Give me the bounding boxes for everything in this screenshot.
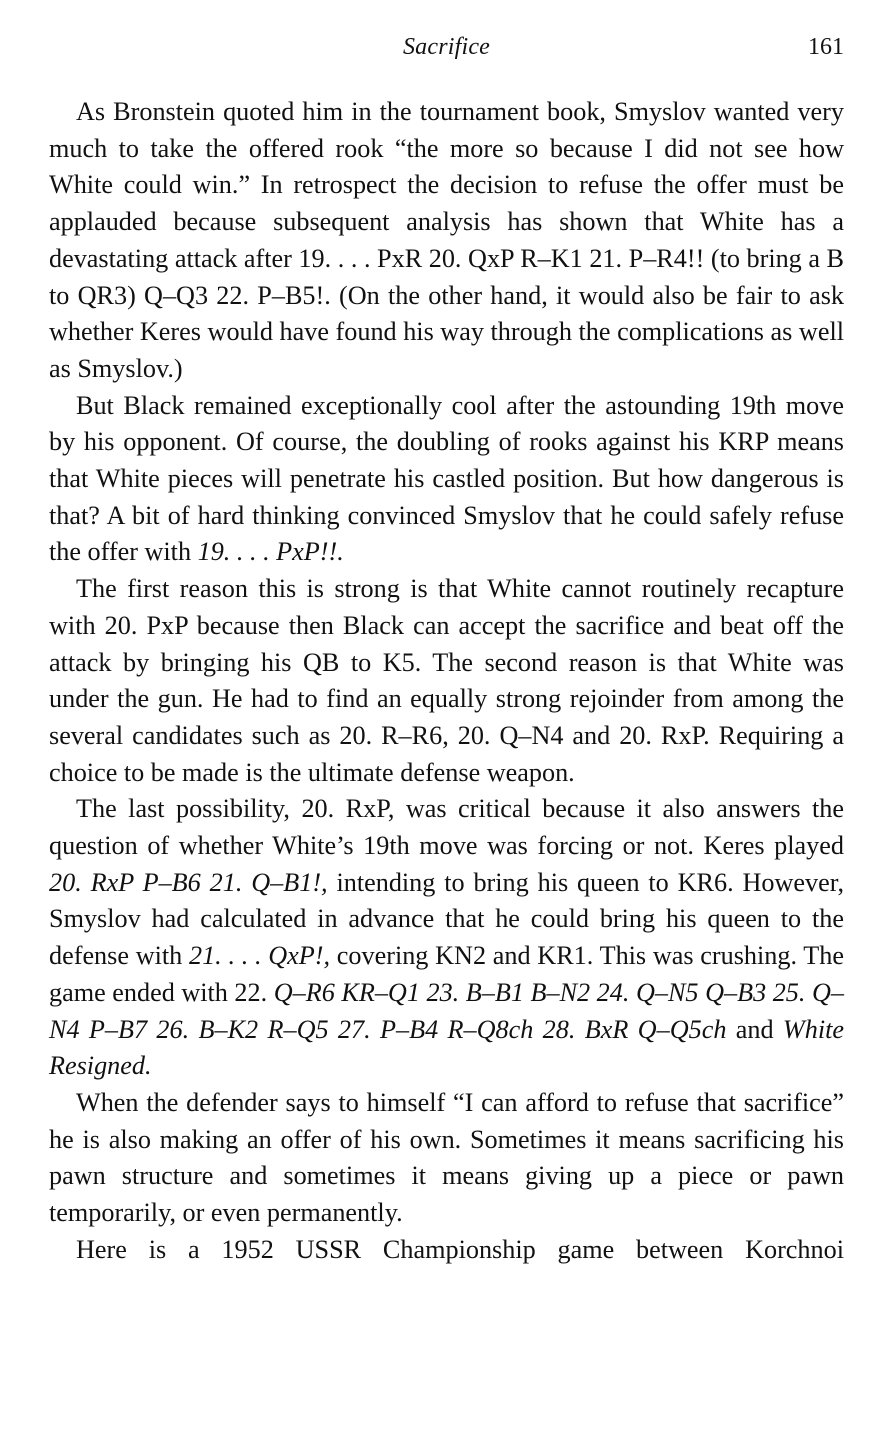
paragraph-last-possibility: [49, 791, 844, 1085]
move-annotation: 19. . . . PxP!!.: [197, 537, 344, 567]
text-run: As Bronstein quoted him in the tournament book, Smyslov wanted very much to take the offered rook “the more so because I did not see how White could win.” In retrospect the decision to refuse the offer must be applauded because subsequent analysis has shown that White has a devastating attack after 19. . . . PxR 20. QxP R–K1 21. P–R4!! (to bring a B to QR3) Q–Q3 22. P–B5!. (On the other hand, it would also be fair to ask whether Keres would have found his way through the complications as well as Smyslov.): [49, 97, 844, 383]
move-annotation: White Resigned.: [49, 1014, 845, 1081]
running-title: Sacrifice: [402, 34, 491, 60]
paragraph-refusal-analysis: [49, 94, 844, 388]
text-run: The last possibility, 20. RxP, was critical because it also answers the question of whether White’s 19th move was forcing or not. Keres played: [49, 794, 844, 861]
paragraph-defender-offer: [49, 1085, 844, 1232]
text-run: When the defender says to himself “I can afford to refuse that sacrifice” he is also making an offer of his own. Sometimes it means sacrificing his pawn structure and sometimes it means giving up a piece or pawn temporarily, or even permanently.: [49, 1087, 844, 1228]
text-run: The first reason this is strong is that White cannot routinely recapture with 20. PxP because then Black can accept the sacrifice and beat off the attack by bringing his QB to K5. The second reason is that White was under the gun. He had to find an equally strong rejoinder from among the several candidates such as 20. R–R6, 20. Q–N4 and 20. RxP. Requiring a choice to be made is the ultimate defense weapon.: [49, 574, 844, 787]
body-text: [49, 94, 844, 1269]
move-annotation: Q–R6 KR–Q1 23. B–B1 B–N2 24. Q–N5 Q–B3 25. Q–N4 P–B7 26. B–K2 R–Q5 27. P–B4 R–Q8ch 28. BxR Q–Q5ch: [49, 977, 845, 1044]
text-run: Here is a 1952 USSR Championship game between Korchnoi: [76, 1234, 844, 1264]
text-run: intending to bring his queen to KR6. However, Smyslov had calculated in advance that he could bring his queen to the defense with: [49, 867, 844, 971]
paragraph-first-reason: [49, 571, 844, 791]
text-run: and: [726, 1014, 783, 1044]
move-annotation: 20. RxP P–B6 21. Q–B1!,: [49, 867, 328, 897]
book-page: [49, 28, 844, 1269]
running-head: [49, 28, 844, 68]
text-run: covering KN2 and KR1. This was crushing. The game ended with 22.: [49, 941, 844, 1007]
page-number: 161: [808, 34, 844, 60]
move-annotation: 21. . . . QxP!,: [188, 941, 331, 971]
paragraph-next-game: [49, 1232, 844, 1269]
text-run: But Black remained exceptionally cool after the astounding 19th move by his opponent. Of course, the doubling of rooks against his KRP means that White pieces will penetrate his castled position. But how dangerous is that? A bit of hard thinking convinced Smyslov that he could safely refuse the offer with: [49, 390, 844, 567]
paragraph-black-cool: [49, 388, 844, 572]
